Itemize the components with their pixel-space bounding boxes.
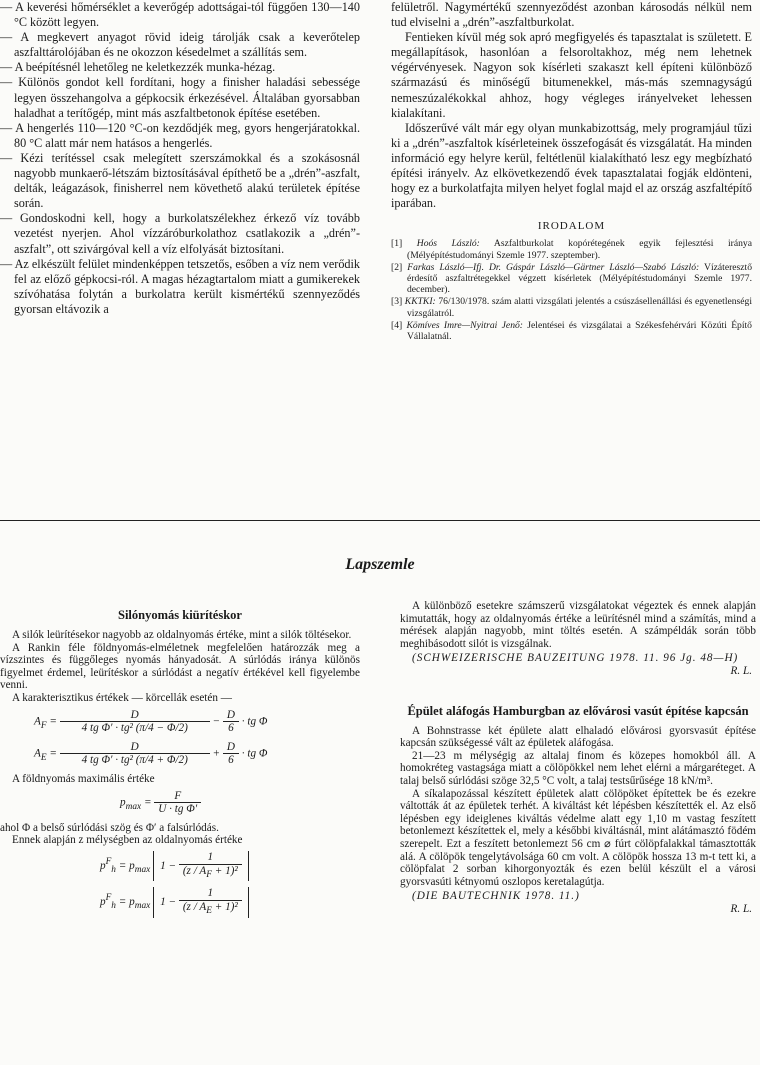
fraction-denominator: 4 tg Φ′ · tg² (π/4 − Φ/2) (81, 722, 188, 735)
source-citation: (SCHWEIZERISCHE BAUZEITUNG 1978. 11. 96 Jg. 48—H) (412, 652, 739, 665)
fraction-numerator: D (60, 741, 210, 755)
reference-author: KKTKI: (404, 296, 436, 308)
list-item: — A hengerlés 110—120 °C-on kezdődjék meg, gyors hengerjáratokkal. 80 °C alatt már nem hatásos a hengerlés. (0, 121, 360, 151)
formula-symbol: A (34, 747, 41, 760)
paragraph: Ennek alapján z mélységben az oldalnyomás értéke (12, 834, 243, 847)
formula-superscript: F (105, 856, 112, 867)
list-item: — A beépítésnél lehetőleg ne keletkezzék munka-hézag. (0, 60, 360, 75)
formula-symbol: A (34, 715, 41, 728)
reference-author: Hoós László: (416, 238, 480, 250)
fraction-numerator: 1 (179, 887, 242, 901)
formula-term: + 1)² (214, 864, 238, 877)
formula-subscript: F (206, 869, 212, 880)
fraction-numerator: 1 (179, 851, 242, 865)
article-title: Silónyomás kiürítéskor (118, 608, 242, 622)
fraction-numerator: D (223, 709, 239, 723)
author-signature: R. L. (730, 902, 752, 915)
paragraph: felületről. Nagymértékű szennyeződést azonban károsodás nélkül nem tud elviselni a „drén”-aszfaltburkolat. (391, 0, 752, 30)
list-item: — A keverési hőmérséklet a keverőgép adottságai-tól függően 130—140 °C között legyen. (0, 0, 360, 30)
formula-operator: − (212, 715, 221, 728)
paragraph: A síkalapozással készített épületek alatt cölöpöket építettek be és ezekre váltották át az épületek terhét. A kiváltást két lépésben készítették el. Az első lépésben egy ideiglenes kiváltás védelme alatt egy 1,10 m vastag feszített betonlemezt készítettek el, mely a későbbi kiváltásnál, mint alátámasztó födém szerepelt. Ezt a feszített betonlemezt 56 cm ⌀ fúrt cölöpfalakkal támasztották alá. A cölöpök tengelytávolsága 60 cm volt. A cölöpök hossza 13 m-t tett ki, a cölöpfalat 2 sorban kihorgonyozták és ezen belül készült el a városi gyorsvasúti kétnyomú oszlopos keretalagútja. (400, 787, 756, 888)
fraction-numerator: D (60, 709, 210, 723)
paragraph: 21—23 m mélységig az altalaj finom és közepes homokból áll. A homokréteg vastagsága miatt a cölöpökkel nem lehet elérni a márgaréteget. A talaj belső súrlódási szöge 32,5 °C volt, a talaj testsűrűsége 18 kN/m³. (400, 749, 756, 787)
paragraph: A földnyomás maximális értéke (12, 772, 155, 785)
reference-item (391, 320, 752, 342)
section-title: Lapszemle (345, 556, 415, 573)
formula-operator: = (49, 747, 57, 760)
spacer (400, 678, 756, 704)
fraction-denominator: 4 tg Φ′ · tg² (π/4 + Φ/2) (81, 754, 188, 767)
formula-subscript: max (134, 901, 151, 912)
list-item: — Gondoskodni kell, hogy a burkolatszélekhez érkező víz tovább vezetést nyerjen. Ahol vízzáróburkolathoz csatlakozik a „drén”-aszfalt”, ott szivárgóval kell a víz elfolyását biztosítani. (0, 211, 360, 256)
paragraph: A különböző esetekre számszerű vizsgálatokat végeztek és ennek alapján kimutatták, hogy az oldalnyomás értéke a leürítésnél mind a számítás, mind a mérések alapján nagyobb, mint töltés esetén. A számpéldák során több meghibásodott silót is vizsgálnak. (400, 600, 756, 650)
list-item: — Kézi terítéssel csak melegített szerszámokkal és a szokásosnál nagyobb munkaerő-létszám biztosításával építhető be a „drén”-aszfalt, delták, leágazások, finisherrel nem követhető alakú területek építése során. (0, 151, 360, 211)
fraction (60, 741, 210, 767)
reference-author: Farkas László—Ifj. Dr. Gáspár László—Gärtner László—Szabó László: (407, 261, 700, 273)
paragraph: ahol Φ a belső súrlódási szög és Φ′ a falsúrlódás. (0, 821, 219, 834)
formula-subscript: h (111, 864, 116, 875)
fraction (223, 709, 239, 735)
fraction-numerator: D (223, 741, 239, 755)
paragraph: A karakterisztikus értékek — körcellák esetén — (12, 691, 232, 704)
formula-subscript: F (40, 720, 47, 731)
reference-item (391, 262, 752, 296)
fraction (179, 851, 242, 881)
formula-subscript: max (125, 801, 142, 812)
reference-author: Kömíves Imre—Nyitrai Jenő: (406, 319, 523, 331)
formula-operator: + (212, 747, 221, 760)
formula-subscript: h (111, 901, 116, 912)
article-title: Épület aláfogás Hamburgban az elővárosi vasút építése kapcsán (407, 703, 749, 718)
formula-symbol: p (120, 796, 126, 809)
formula-operator: = p (118, 859, 135, 872)
fraction (60, 709, 210, 735)
formula-superscript: F (105, 893, 112, 904)
reference-text: Aszfaltburkolat kopórétegének egyik fejlesztési iránya (Mélyépítéstudományi Szemle 1977. szeptember). (407, 238, 752, 261)
fraction-denominator (179, 901, 242, 918)
formula-ph-e (0, 887, 360, 917)
list-item: — Különös gondot kell fordítani, hogy a finisher haladási sebessége legyen összehangolva a gépkocsik érkezésével. Általában gyorsabban haladhat a terítőgép, mint más aszfaltbetonok építése esetében. (0, 75, 360, 120)
list-item: — Az elkészült felület mindenképpen tetszetős, esőben a víz nem verődik fel az előző gépkocsi-ról. A magas hézagtartalom miatt a gumikerekek szívóhatása folytán a burkolatra került kismértékű szennyeződés gyorsan eltávozik a (0, 257, 360, 317)
formula-a-f (0, 709, 360, 735)
formula-term: · tg Φ (241, 747, 268, 760)
fraction-numerator: F (154, 790, 201, 804)
fraction (179, 887, 242, 917)
author-signature: R. L. (730, 664, 752, 677)
formula-term: + 1)² (214, 900, 238, 913)
formula-subscript: E (40, 752, 47, 763)
paragraph: A Bohnstrasse két épülete alatt elhaladó elővárosi gyorsvasút építése kapcsán szükségessé vált az épületek aláfogása. (400, 724, 756, 750)
top-right-column (391, 0, 752, 343)
fraction (154, 790, 201, 816)
top-left-column (0, 0, 360, 317)
reference-number: [3] (391, 296, 403, 308)
fraction-denominator (179, 865, 242, 882)
reference-item (391, 238, 752, 260)
paragraph: Időszerűvé vált már egy olyan munkabizottság, mely programjául tűzi ki a „drén”-aszfaltok kísérleteinek összefogását és vizsgálatát. Ha minden információ egy helyre kerül, feltétlenül kialakítható lesz egy megbízható építési irányelv. Az elkövetkezendő évek tapasztalatai fogják eldönteni, hogy ez a burkolatfajta milyen helyet foglal majd el az ország aszfaltépítő iparában. (391, 120, 752, 211)
paragraph: Fentieken kívül még sok apró megfigyelés és tapasztalat is született. E megállapítások, hasonlóan a felsoroltakhoz, még nem lehetnek végérvényesek. Nagyon sok kísérleti szakaszt kell építeni különböző származású és minőségű bitumenekkel, más-más szemnagyságú nemeszúzalékokkal ahhoz, hogy végleges irányelveket lehessen kialakítani. (391, 30, 752, 120)
formula-subscript: max (134, 864, 151, 875)
reference-text: 76/130/1978. szám alatti vizsgálati jelentés a csúszásellenállási és egyenetlenségi vizsgálatról. (407, 296, 752, 319)
section-divider (0, 520, 760, 521)
reference-number: [4] (391, 319, 403, 331)
source-citation: (DIE BAUTECHNIK 1978. 11.) (412, 890, 580, 903)
reference-number: [1] (391, 238, 403, 250)
formula-term: 1 − (160, 896, 177, 909)
fraction-denominator: U · tg Φ′ (158, 803, 198, 816)
formula-a-e (0, 741, 360, 767)
bottom-left-column (0, 608, 360, 924)
formula-term: · tg Φ (241, 715, 268, 728)
formula-symbol: p (100, 896, 106, 909)
reference-text: Vízáteresztő érdesítő aszfaltrétegekkel végzett kísérletek (Mélyépítéstudományi Szemle 1977. december). (407, 261, 752, 296)
fraction-denominator: 6 (228, 754, 234, 767)
bottom-right-column (400, 600, 756, 915)
formula-p-max (0, 790, 360, 816)
references-heading: IRODALOM (537, 220, 606, 233)
list-item: — A megkevert anyagot rövid ideig tárolják csak a keverőtelep aszfalttárolójában és ne okozzon késedelmet a szállítás sem. (0, 30, 360, 60)
formula-symbol: p (100, 859, 106, 872)
bracket (153, 851, 249, 881)
formula-ph-f (0, 851, 360, 881)
reference-text: Jelentései és vizsgálatai a Székesfehérvári Közúti Építő Vállalatnál. (407, 319, 752, 343)
formula-term: (z / A (182, 864, 207, 877)
formula-term: (z / A (182, 900, 207, 913)
reference-item (391, 296, 752, 318)
paragraph: A Rankin féle földnyomás-elméletnek megfelelően határozzák meg a vízszintes és függőleges nyomás hányadosát. A súrlódás iránya különös figyelmet érdemel, leürítéskor a súrlódást a negatív értékével kell figyelembe venni. (0, 641, 360, 692)
reference-number: [2] (391, 261, 403, 273)
formula-subscript: E (206, 906, 212, 917)
formula-operator: = (143, 796, 152, 809)
formula-operator: = p (118, 896, 135, 909)
fraction (223, 741, 239, 767)
formula-term: 1 − (160, 859, 177, 872)
paragraph: A silók leürítésekor nagyobb az oldalnyomás értéke, mint a silók töltésekor. (12, 629, 352, 641)
formula-operator: = (49, 715, 57, 728)
fraction-denominator: 6 (228, 722, 234, 735)
bracket (153, 887, 249, 917)
